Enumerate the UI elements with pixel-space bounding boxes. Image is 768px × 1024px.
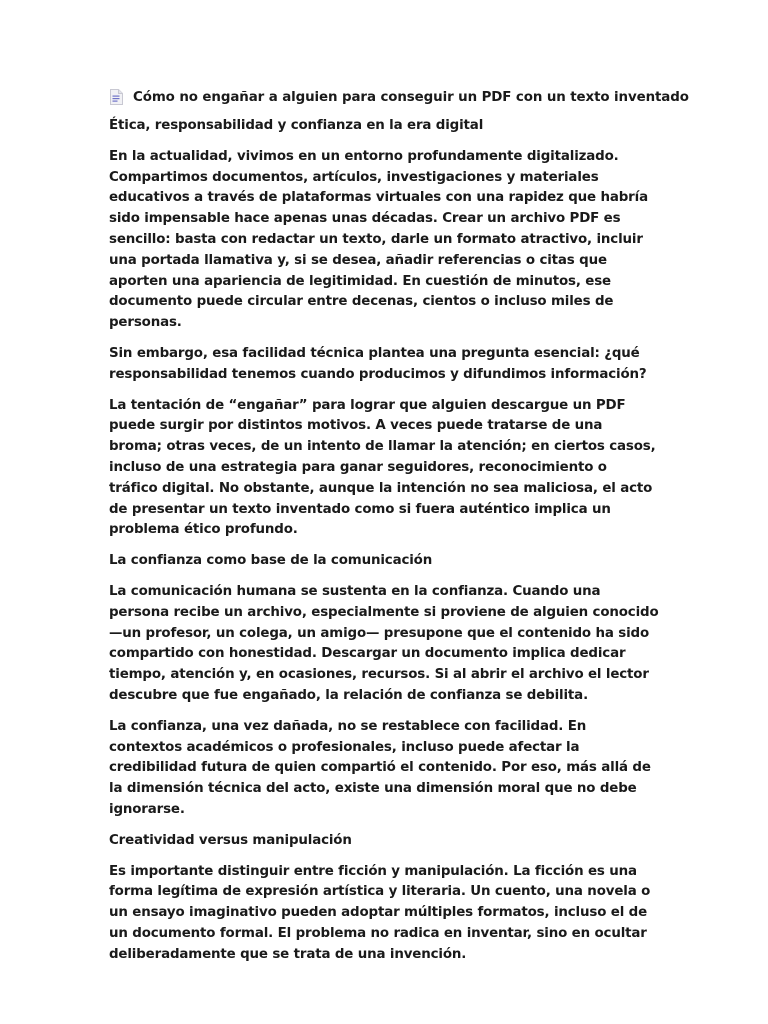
document-icon [109, 89, 123, 105]
paragraph: Sin embargo, esa facilidad técnica plantea una pregunta esencial: ¿qué responsabilidad tenemos cuando producimos y difundimos información? [109, 345, 647, 382]
section-heading: Ética, responsabilidad y confianza en la era digital [109, 118, 484, 133]
paragraph: Es importante distinguir entre ficción y manipulación. La ficción es una forma legítima de expresión artística y literaria. Un cuento, una novela o un ensayo imaginativo pueden adoptar múltiples formatos, incluso el de un documento formal. El problema no radica en inventar, sino en ocultar deliberadamente que se trata de una invención. [109, 863, 651, 962]
section-heading: La confianza como base de la comunicación [109, 553, 433, 569]
document-title: Cómo no engañar a alguien para conseguir un PDF con un texto inventado [133, 89, 689, 105]
document-page [109, 86, 689, 975]
paragraph: La comunicación humana se sustenta en la confianza. Cuando una persona recibe un archivo, especialmente si proviene de alguien conocido —un profesor, un colega, un amigo— presupone que el contenido ha sido compartido con honestidad. Descargar un documento implica dedicar tiempo, atención y, en ocasiones, recursos. Si al abrir el archivo el lector descubre que fue engañado, la relación de confianza se debilita. [109, 583, 659, 703]
paragraph: La tentación de “engañar” para lograr que alguien descargue un PDF puede surgir por distintos motivos. A veces puede tratarse de una broma; otras veces, de un intento de llamar la atención; en ciertos casos, incluso de una estrategia para ganar seguidores, reconocimiento o tráfico digital. No obstante, aunque la intención no sea maliciosa, el acto de presentar un texto inventado como si fuera auténtico implica un problema ético profundo. [109, 397, 656, 538]
paragraph: La confianza, una vez dañada, no se restablece con facilidad. En contextos académicos o profesionales, incluso puede afectar la credibilidad futura de quien compartió el contenido. Por eso, más allá de la dimensión técnica del acto, existe una dimensión moral que no debe ignorarse. [109, 718, 651, 817]
section-heading: Creatividad versus manipulación [109, 832, 352, 848]
paragraph: En la actualidad, vivimos en un entorno profundamente digitalizado. Compartimos documentos, artículos, investigaciones y materiales educativos a través de plataformas virtuales con una rapidez que habría sido impensable hace apenas unas décadas. Crear un archivo PDF es sencillo: basta con redactar un texto, darle un formato atractivo, incluir una portada llamativa y, si se desea, añadir referencias o citas que aporten una apariencia de legitimidad. En cuestión de minutos, ese documento puede circular entre decenas, cientos o incluso miles de personas. [109, 148, 648, 331]
document-title-row [109, 86, 689, 108]
